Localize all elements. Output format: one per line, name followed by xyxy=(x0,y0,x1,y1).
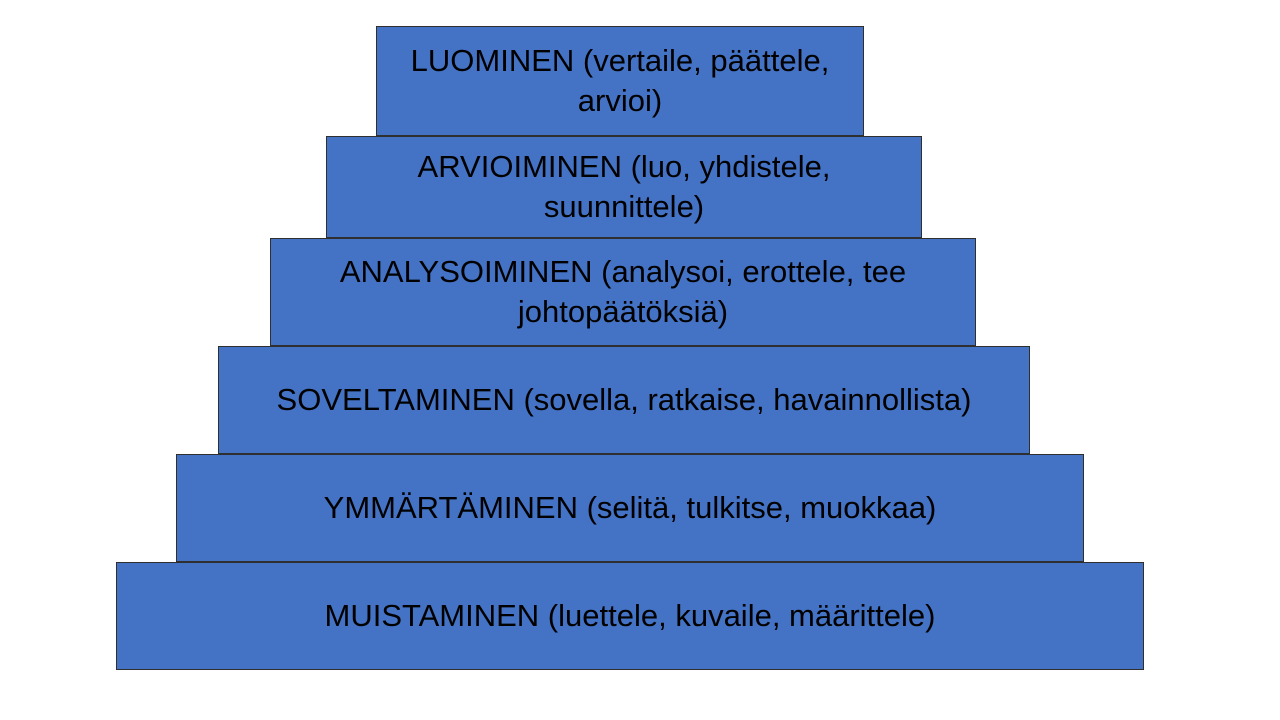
pyramid-level-remembering[interactable] xyxy=(116,562,1144,670)
pyramid-level-label: LUOMINEN (vertaile, päättele, arvioi) xyxy=(410,43,830,118)
pyramid-level-label: SOVELTAMINEN (sovella, ratkaise, havainnollista) xyxy=(276,382,972,418)
pyramid-level-applying[interactable] xyxy=(218,346,1030,454)
pyramid-level-label: ARVIOIMINEN (luo, yhdistele, suunnittele) xyxy=(417,149,831,224)
pyramid-level-evaluating[interactable] xyxy=(326,136,922,238)
pyramid-level-analysing[interactable] xyxy=(270,238,976,346)
pyramid-level-understanding[interactable] xyxy=(176,454,1084,562)
pyramid-level-creating[interactable] xyxy=(376,26,864,136)
pyramid-level-label: YMMÄRTÄMINEN (selitä, tulkitse, muokkaa) xyxy=(323,490,937,526)
pyramid-level-label: ANALYSOIMINEN (analysoi, erottele, tee johtopäätöksiä) xyxy=(339,254,907,329)
pyramid-level-label: MUISTAMINEN (luettele, kuvaile, määrittele) xyxy=(324,598,936,634)
